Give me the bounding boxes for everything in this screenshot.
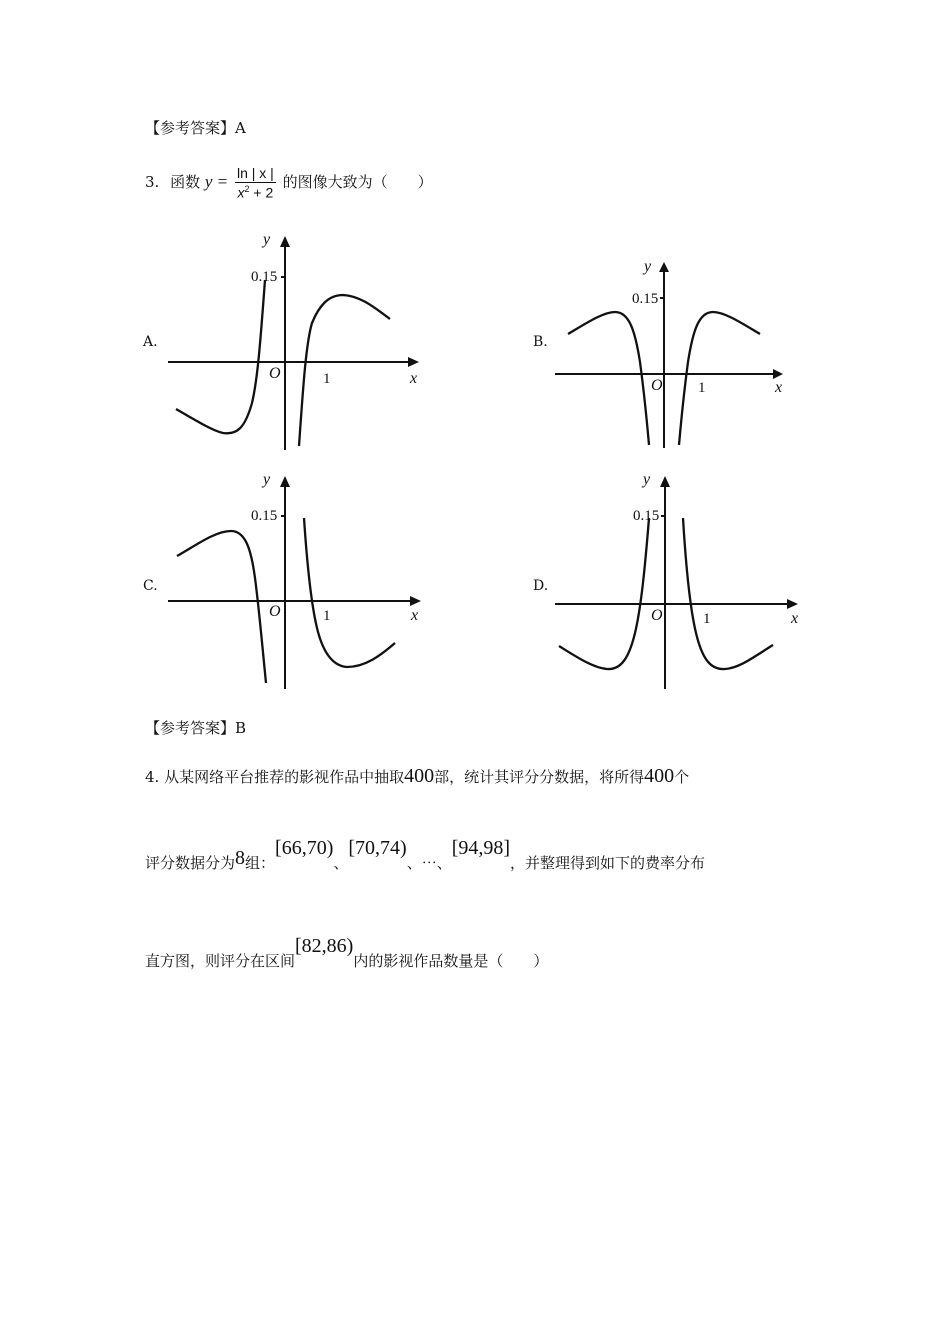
y-tick-label: 0.15	[251, 269, 278, 285]
curve-right	[299, 295, 390, 446]
interval-3: [94,98]	[451, 837, 511, 859]
curve-left	[568, 312, 649, 445]
curve-right	[679, 312, 760, 445]
fraction-denominator: $x^2 + 2$	[237, 184, 274, 201]
x-axis-arrow	[410, 596, 421, 606]
graph-option-d	[555, 468, 810, 693]
interval-2: [70,74)	[348, 837, 407, 859]
function-fraction	[235, 166, 276, 200]
option-label-b: B.	[533, 334, 548, 350]
graph-option-b	[555, 252, 795, 452]
x-tick-label: 1	[698, 380, 706, 396]
origin-label: O	[269, 365, 281, 382]
y-axis-label: y	[643, 471, 651, 488]
y-tick-label: 0.15	[632, 291, 659, 307]
curve-left	[176, 280, 265, 433]
option-label-a: A.	[143, 334, 158, 350]
x-axis-arrow	[408, 357, 419, 367]
x-axis-label: x	[775, 379, 783, 396]
fraction-numerator: ln | x |	[236, 165, 274, 181]
x-tick-label: 1	[703, 611, 711, 627]
origin-label: O	[651, 607, 663, 624]
separator-2: 、⋯、	[406, 854, 452, 872]
sample-count-2: 400	[644, 765, 675, 787]
curve-left	[177, 531, 266, 683]
x-axis-arrow	[787, 599, 798, 609]
option-label-d: D.	[533, 578, 549, 594]
q4-text-e: 组：	[245, 854, 276, 872]
question-number: 3.	[145, 172, 160, 191]
origin-label: O	[269, 603, 281, 620]
q4-text-f: ，并整理得到如下的费率分布	[510, 854, 706, 872]
y-tick-label: 0.15	[633, 508, 660, 524]
curve-left	[559, 518, 649, 669]
x-tick-label: 1	[323, 608, 331, 624]
x-axis-label: x	[791, 610, 799, 627]
question-3	[145, 166, 433, 200]
q4-text-c: 个	[674, 768, 690, 786]
function-lhs: y =	[204, 171, 229, 191]
group-count: 8	[235, 847, 246, 869]
question-4-line-2	[145, 837, 706, 872]
sample-count: 400	[404, 765, 435, 787]
q4-text-a: 4. 从某网络平台推荐的影视作品中抽取	[145, 768, 405, 786]
q4-text-d: 评分数据分为	[145, 854, 236, 872]
x-axis-label: x	[411, 607, 419, 624]
y-axis-arrow	[280, 476, 290, 487]
answer-line-2: 【参考答案】B	[145, 719, 247, 737]
y-axis-arrow	[660, 476, 670, 487]
y-axis-label: y	[263, 231, 271, 248]
y-axis-label: y	[263, 471, 271, 488]
x-tick-label: 1	[323, 371, 331, 387]
graph-option-c	[165, 468, 430, 693]
answer-line-1: 【参考答案】A	[145, 119, 246, 137]
q4-text-h: 内的影视作品数量是（ ）	[353, 952, 549, 970]
x-axis-label: x	[410, 370, 418, 387]
question-4-line-1	[145, 766, 689, 786]
curve-right	[304, 518, 395, 667]
y-axis-arrow	[659, 262, 669, 272]
q4-text-g: 直方图，则评分在区间	[145, 952, 296, 970]
question-4-line-3	[145, 935, 549, 970]
question-lead: 函数	[170, 172, 201, 191]
graph-option-a	[165, 228, 425, 453]
x-axis-arrow	[773, 369, 783, 379]
origin-label: O	[651, 377, 663, 394]
y-tick-label: 0.15	[251, 508, 278, 524]
option-label-c: C.	[143, 578, 158, 594]
q4-text-b: 部，统计其评分分数据，将所得	[434, 768, 645, 786]
separator-1: 、	[333, 854, 349, 872]
curve-right	[683, 518, 773, 669]
question-tail: 的图像大致为（ ）	[282, 172, 433, 191]
y-axis-label: y	[644, 258, 652, 275]
y-axis-arrow	[280, 236, 290, 247]
interval-1: [66,70)	[275, 837, 334, 859]
interval-4: [82,86)	[295, 935, 354, 957]
